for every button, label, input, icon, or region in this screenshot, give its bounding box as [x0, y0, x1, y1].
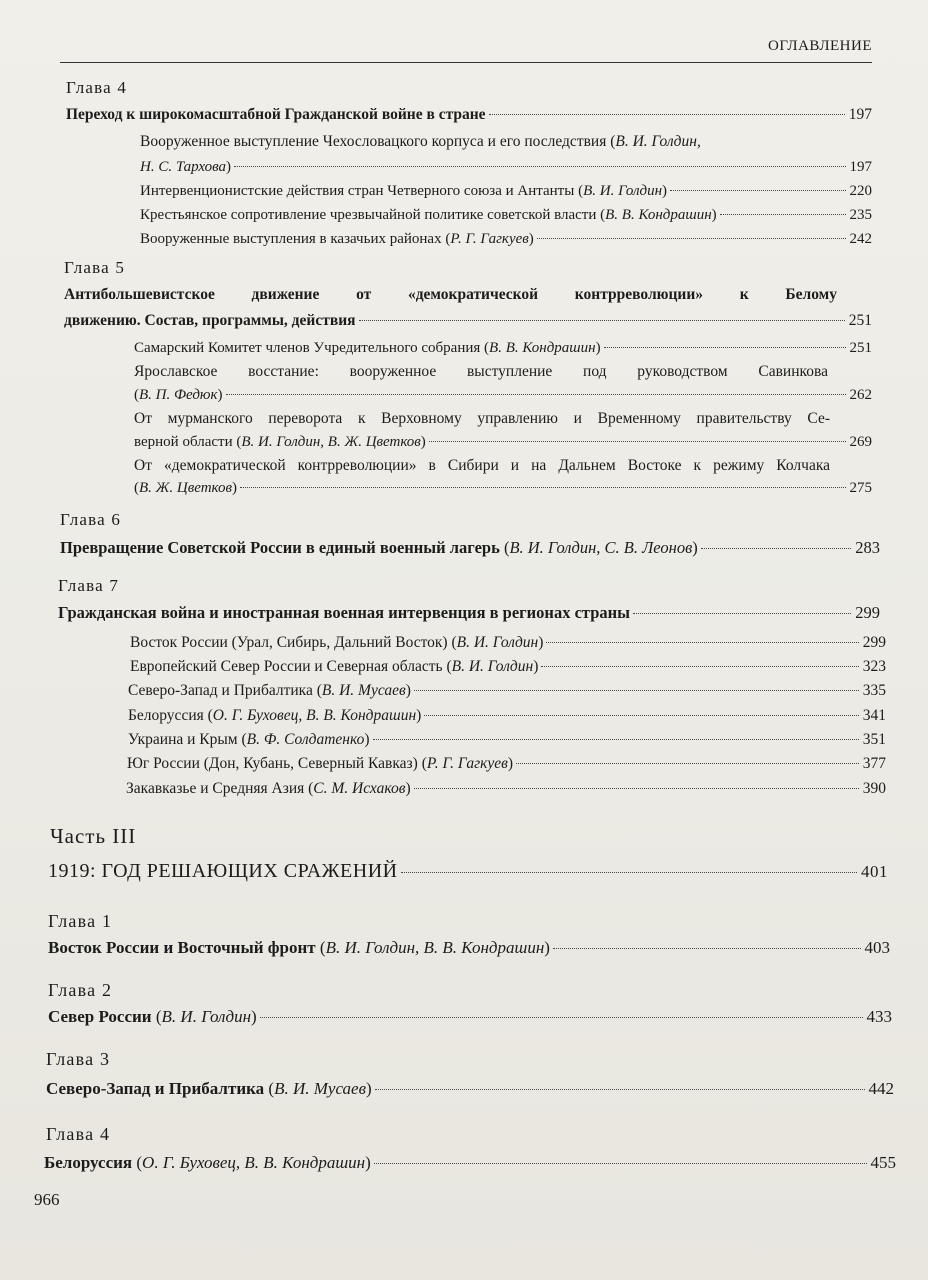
dot-leader [260, 1017, 863, 1018]
paren: ) [364, 731, 370, 748]
dot-leader [424, 715, 858, 716]
page-number: 242 [849, 231, 872, 247]
chapter-label: Глава 1 [48, 911, 113, 931]
paren: ) [365, 1153, 371, 1172]
toc-entry-section[interactable] [130, 632, 886, 654]
chapter-title: Гражданская война и иностранная военная интервенция в регионах страны [58, 603, 631, 622]
page-number: 442 [868, 1079, 894, 1098]
chapter-title: Превращение Советской России в единый военный лагерь [60, 538, 500, 557]
toc-entry-chapter[interactable] [48, 1006, 892, 1028]
paren: ( [132, 1153, 143, 1172]
section-title: Украина и Крым ( [128, 731, 247, 748]
page-number: 197 [849, 159, 872, 175]
paren: ( [315, 938, 326, 957]
paren: ( [264, 1079, 275, 1098]
chapter-author: В. И. Голдин, С. В. Леонов [509, 538, 693, 557]
dot-leader [373, 739, 859, 740]
dot-leader [374, 1163, 867, 1164]
toc-entry-chapter[interactable] [46, 1078, 894, 1100]
paren: ) [405, 682, 411, 699]
section-author: В. В. Кондрашин [489, 340, 596, 356]
dot-leader [546, 642, 858, 643]
chapter-author: О. Г. Буховец, В. В. Кондрашин [142, 1153, 366, 1172]
section-title: Восток России (Урал, Сибирь, Дальний Восток) ( [130, 634, 457, 651]
dot-leader [489, 114, 845, 115]
dot-leader [516, 763, 859, 764]
header-rule [60, 62, 872, 63]
section-author: Р. Г. Гагкуев [450, 231, 529, 247]
paren: ) [420, 434, 426, 450]
page-number: 455 [870, 1153, 896, 1172]
section-title: Закавказье и Средняя Азия ( [126, 780, 314, 797]
section-author: В. П. Федюк [139, 387, 218, 403]
dot-leader [359, 320, 845, 321]
dot-leader [401, 872, 857, 873]
page-number: 403 [864, 938, 890, 957]
section-title: Самарский Комитет членов Учредительного собрания ( [134, 340, 490, 356]
chapter-label: Глава 4 [66, 78, 128, 97]
section-author: В. И. Мусаев [321, 682, 406, 699]
page-number: 299 [862, 634, 886, 651]
toc-entry-chapter[interactable] [64, 310, 872, 332]
page-number: 341 [862, 707, 886, 724]
dot-leader [234, 166, 845, 167]
chapter-label: Глава 3 [46, 1049, 111, 1069]
dot-leader [720, 214, 846, 215]
section-author: С. М. Исхаков [313, 780, 406, 797]
paren: ) [528, 231, 534, 247]
toc-entry-section[interactable] [127, 753, 886, 775]
toc-entry-section[interactable] [126, 778, 886, 800]
paren: ) [538, 634, 544, 651]
chapter-label: Глава 5 [64, 258, 126, 277]
paren: ) [544, 938, 550, 957]
part-label: Часть III [50, 824, 137, 848]
section-title: Юг России (Дон, Кубань, Северный Кавказ) ( [127, 755, 427, 772]
paren: ) [365, 1079, 372, 1098]
section-author: О. Г. Буховец, В. В. Кондрашин [212, 707, 417, 724]
toc-entry-section[interactable] [140, 156, 872, 178]
dot-leader [701, 548, 852, 549]
section-author: В. В. Кондрашин [605, 207, 712, 223]
section-title: верной области ( [134, 434, 242, 450]
chapter-title: Восток России и Восточный фронт [48, 938, 316, 957]
paren: ( [151, 1007, 162, 1026]
toc-entry-chapter[interactable] [48, 937, 890, 959]
chapter-title: Переход к широкомасштабной Гражданской войне в стране [66, 106, 486, 123]
page-number: 197 [848, 106, 872, 123]
toc-entry-section[interactable] [134, 337, 872, 359]
page-number: 351 [862, 731, 886, 748]
dot-leader [429, 441, 846, 442]
chapter-title: Северо-Запад и Прибалтика [46, 1079, 265, 1098]
chapter-label: Глава 6 [60, 510, 122, 529]
section-title: Вооруженные выступления в казачьих районах ( [140, 231, 451, 247]
toc-entry-section[interactable] [128, 729, 886, 751]
dot-leader [240, 487, 846, 488]
chapter-title: Север России [48, 1007, 152, 1026]
page-number: 401 [861, 862, 888, 881]
toc-entry-section[interactable]: (В. П. Федюк) 262 [134, 384, 872, 406]
page-number: 390 [862, 780, 886, 797]
section-title: Вооруженное выступление Чехословацкого корпуса и его последствия ( [140, 133, 616, 150]
paren: ) [662, 183, 668, 199]
page-number: 269 [849, 434, 872, 450]
chapter-title: движению. Состав, программы, действия [64, 312, 356, 329]
dot-leader [541, 666, 858, 667]
chapter-label: Глава 4 [46, 1124, 111, 1144]
part-title: 1919: ГОД РЕШАЮЩИХ СРАЖЕНИЙ [48, 860, 398, 882]
dot-leader [604, 347, 846, 348]
running-header: ОГЛАВЛЕНИЕ [768, 38, 872, 54]
page-number: 433 [866, 1007, 892, 1026]
section-title-line1[interactable]: От «демократической контрреволюции» в Сибири и на Дальнем Востоке к режиму Колчака [134, 457, 830, 474]
chapter-author: В. И. Голдин [161, 1007, 252, 1026]
dot-leader [633, 613, 851, 614]
toc-entry-section[interactable]: (В. Ж. Цветков) 275 [134, 477, 872, 499]
chapter-label: Глава 7 [58, 576, 120, 595]
section-author: В. Ф. Солдатенко [246, 731, 365, 748]
dot-leader [537, 238, 846, 239]
section-title: Белоруссия ( [128, 707, 213, 724]
toc-entry-section[interactable] [140, 204, 872, 226]
toc-entry-chapter[interactable] [58, 602, 880, 624]
toc-entry-chapter[interactable] [44, 1152, 896, 1174]
paren: ) [595, 340, 601, 356]
chapter-author: В. И. Мусаев [274, 1079, 366, 1098]
paren: ) [533, 658, 539, 675]
toc-entry-part[interactable] [48, 858, 888, 885]
dot-leader [553, 948, 861, 949]
dot-leader [414, 690, 859, 691]
page-number: 377 [862, 755, 886, 772]
section-author: В. И. Голдин, В. Ж. Цветков [241, 434, 421, 450]
paren: ) [405, 780, 411, 797]
section-title: Интервенционистские действия стран Четверного союза и Антанты ( [140, 183, 584, 199]
chapter-title: Белоруссия [44, 1153, 133, 1172]
toc-entry-section-line1[interactable] [140, 131, 828, 153]
toc-entry-chapter[interactable]: Превращение Советской России в единый военный лагерь (В. И. Голдин, С. В. Леонов) 283 [60, 538, 880, 557]
dot-leader [414, 788, 859, 789]
chapter-label: Глава 2 [48, 980, 113, 1000]
toc-entry-section[interactable] [140, 228, 872, 250]
paren: ) [507, 755, 514, 772]
section-author: Н. С. Тархова [140, 159, 227, 175]
section-title: Европейский Север России и Северная область ( [130, 658, 452, 675]
section-title: Северо-Запад и Прибалтика ( [128, 682, 322, 699]
section-title: Крестьянское сопротивление чрезвычайной политике советской власти ( [140, 207, 606, 223]
page-number: 251 [849, 340, 872, 356]
page-number: 220 [849, 183, 872, 199]
page-number: 275 [849, 480, 872, 496]
dot-leader [670, 190, 845, 191]
toc-entry-section[interactable] [130, 656, 886, 678]
section-title-line1[interactable]: От мурманского переворота к Верховному управлению и Временному правительству Се- [134, 410, 830, 427]
paren: ) [416, 707, 422, 724]
toc-entry-chapter[interactable] [66, 104, 872, 126]
dot-leader [375, 1089, 865, 1090]
toc-entry-section[interactable] [128, 705, 886, 727]
section-author: В. И. Голдин [451, 658, 534, 675]
toc-entry-section[interactable] [140, 180, 872, 202]
chapter-author: В. И. Голдин, В. В. Кондрашин [325, 938, 545, 957]
paren: ) [226, 159, 232, 175]
section-author: В. Ж. Цветков [139, 480, 232, 496]
page-number: 251 [848, 312, 872, 329]
toc-entry-section[interactable] [128, 680, 886, 702]
page-number: 299 [855, 603, 880, 622]
section-title-line1[interactable]: Ярославское восстание: вооруженное выступление под руководством Савинкова [134, 363, 828, 380]
dot-leader [226, 394, 846, 395]
section-author: В. И. Голдин [456, 634, 539, 651]
folio-page-number: 966 [34, 1190, 60, 1209]
section-author: В. И. Голдин [583, 183, 663, 199]
section-author: Р. Г. Гагкуев [426, 755, 508, 772]
chapter-title-line1[interactable]: Антибольшевистское движение от «демократической контрреволюции» к Белому [64, 286, 837, 303]
paren: ) [711, 207, 717, 223]
section-author: В. И. Голдин, [615, 133, 701, 150]
page-number: 283 [855, 538, 880, 557]
page-number: 235 [849, 207, 872, 223]
paren: ) [251, 1007, 257, 1026]
page-number: 323 [862, 658, 886, 675]
page-number: 262 [849, 387, 872, 403]
toc-entry-section[interactable] [134, 431, 872, 453]
page-number: 335 [862, 682, 886, 699]
